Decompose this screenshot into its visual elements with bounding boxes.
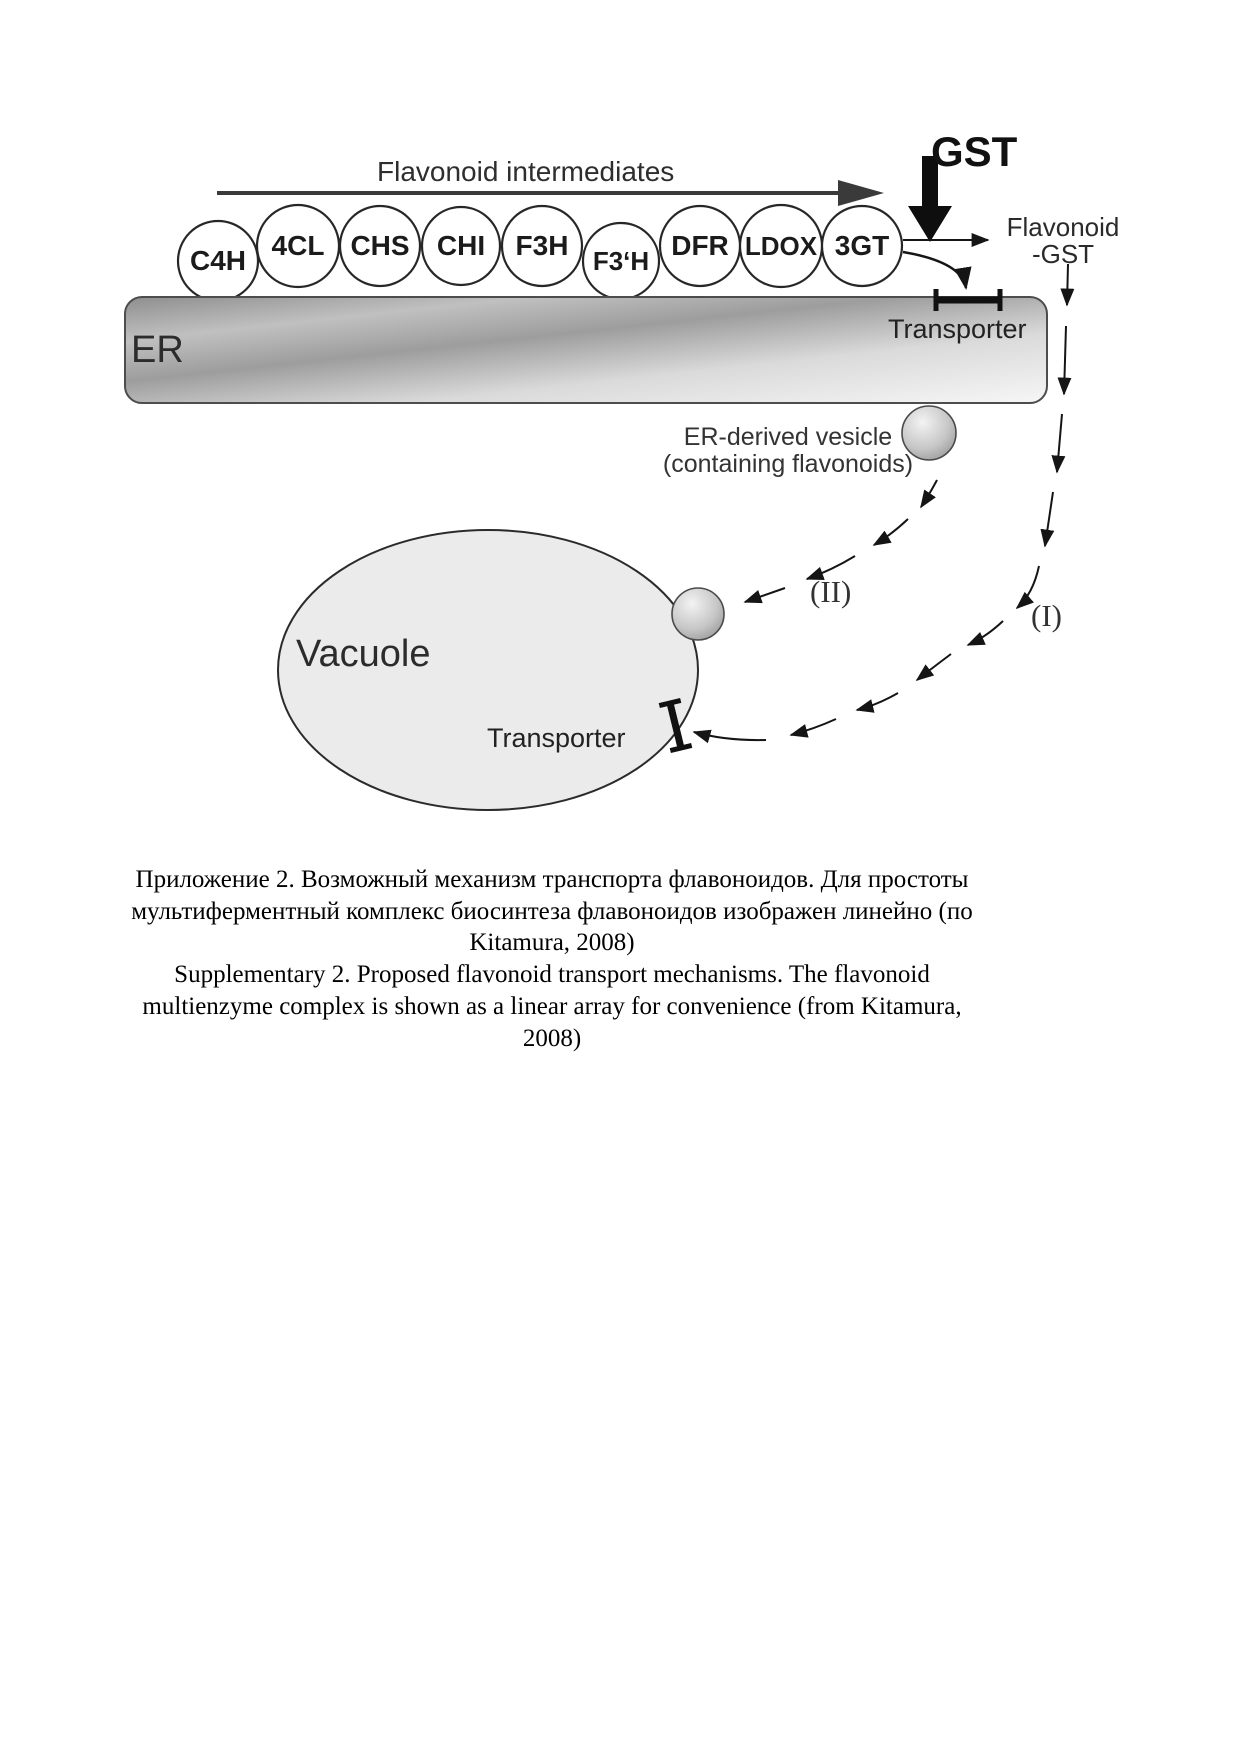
enzyme-label-f3h: F3H [515,230,569,261]
er-membrane [125,297,1047,403]
gst-to-transporter-arrow [903,252,966,288]
enzyme-label-chs: CHS [350,230,410,261]
vacuole-transporter-label: Transporter [487,723,626,753]
enzyme-label-f3ph: F3‘H [592,245,650,276]
caption-line-en-1: Supplementary 2. Proposed flavonoid transport mechanisms. The flavonoid [174,961,930,989]
enzyme-label-3gt: 3GT [834,230,890,261]
route-II-label: (II) [810,574,852,609]
enzyme-label-chi: CHI [436,230,486,261]
figure-flavonoid-transport-diagram [0,0,1241,860]
route-I-label: (I) [1031,598,1062,633]
gst-label: GST [931,128,1018,175]
caption-line-ru-1: Приложение 2. Возможный механизм транспорта флавоноидов. Для простоты [135,866,969,893]
enzyme-label-dfr: DFR [671,230,729,261]
figure-caption [0,864,1104,1054]
flavonoid-gst-line2: -GST [1031,239,1095,269]
enzyme-label-4cl: 4CL [271,230,325,261]
vacuole-label: Vacuole [296,633,431,675]
er-vesicle-label-line2: (containing flavonoids) [662,450,914,478]
er-vesicle-label-line1: ER-derived vesicle [683,423,893,451]
caption-line-en-2: multienzyme complex is shown as a linear array for convenience (from Kitamura, [142,992,962,1020]
caption-line-en-3: 2008) [522,1024,582,1052]
er-label: ER [131,329,184,371]
caption-line-ru-2: мультиферментный комплекс биосинтеза флавоноидов изображен линейно (по [131,897,973,925]
caption-line-ru-3: Kitamura, 2008) [469,929,635,957]
flavonoid-intermediates-label: Flavonoid intermediates [377,156,675,187]
er-transporter-label: Transporter [888,314,1027,344]
vesicle-exit-arrow [921,480,937,507]
enzyme-label-ldox: LDOX [744,230,818,261]
enzyme-label-c4h: C4H [189,245,246,276]
flavonoid-gst-line1: Flavonoid [1006,212,1120,242]
flavonoid-gst-label [1003,214,1123,268]
vacuole-vesicle [672,588,724,640]
er-vesicle-label [650,424,926,478]
